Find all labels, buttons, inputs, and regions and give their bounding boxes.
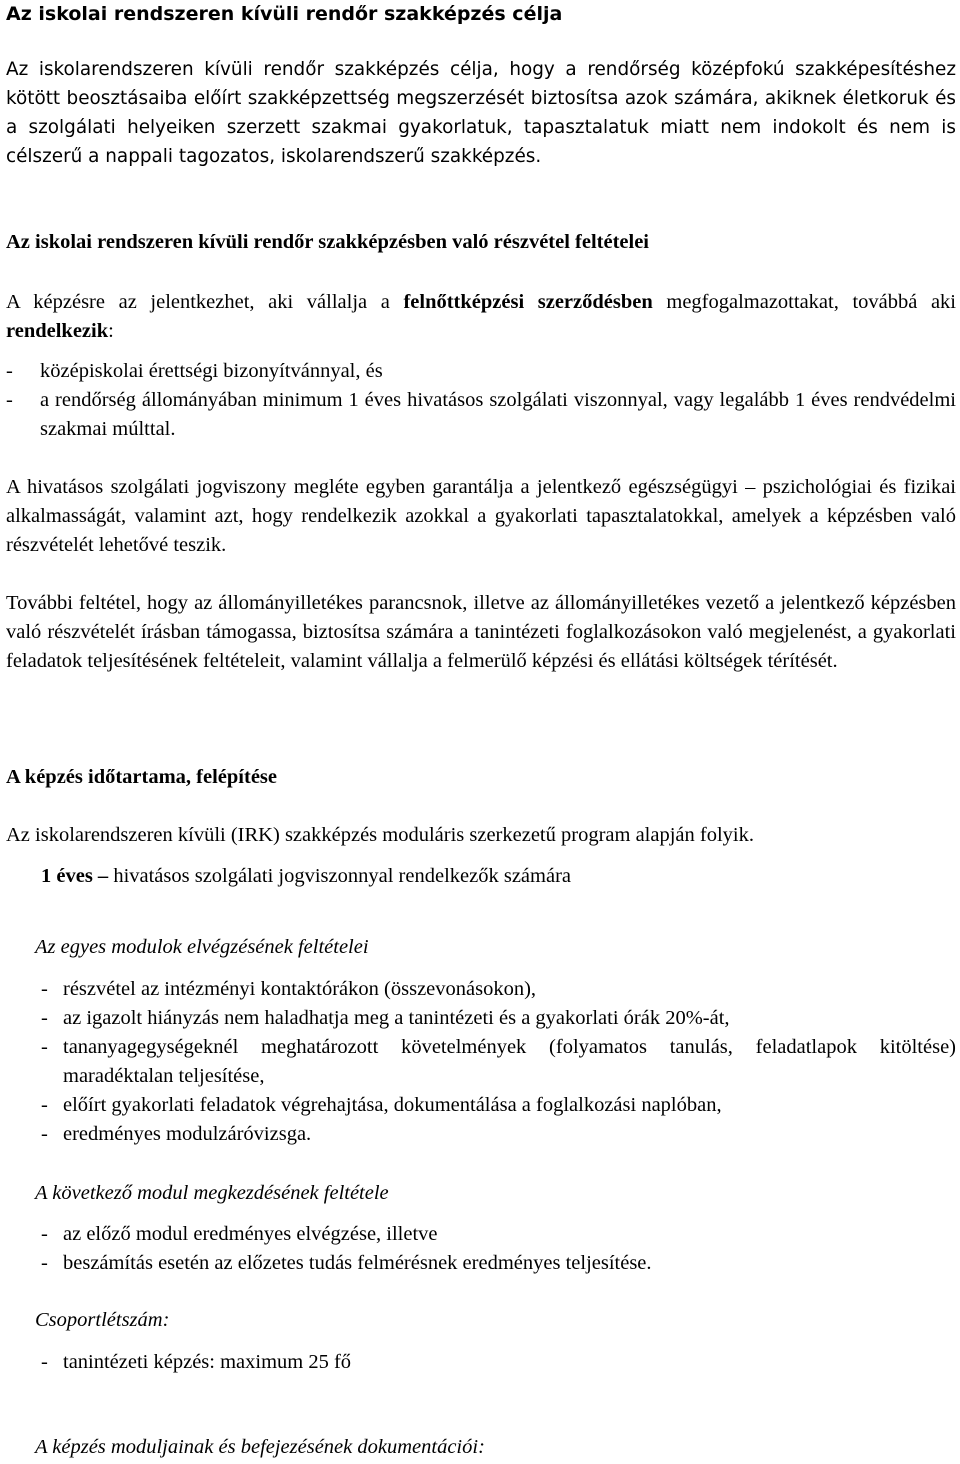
module-conditions-list [41, 975, 956, 1149]
group-size-list [41, 1348, 956, 1377]
list-item [41, 1033, 956, 1091]
list-item [41, 1249, 956, 1278]
heading-documentation: A képzés moduljainak és befejezésének dokumentációi: [35, 1436, 485, 1458]
list-item [6, 386, 956, 444]
intro-text-2: megfogalmazottakat, továbbá aki [652, 291, 956, 313]
list-dash: - [41, 1094, 48, 1116]
list-dash: - [6, 389, 13, 411]
list-item [41, 975, 956, 1004]
paragraph-further-condition: További feltétel, hogy az állományilletékes parancsnok, illetve az állományilletékes vezető a jelentkező képzésben való részvételét írásban támogassa, biztosítsa számára a tanintézeti foglalkozásokon való megjelenést, a gyakorlati feladatok teljesítésének feltételeit, valamint vállalja a felmerülő képzési és ellátási költségek térítését. [6, 592, 956, 672]
list-item-text-wrap [6, 386, 956, 444]
intro-bold-contract: felnőttképzési szerződésben [403, 291, 653, 313]
heading-module-conditions: Az egyes modulok elvégzésének feltételei [35, 936, 369, 958]
list-item [6, 357, 956, 386]
heading-group-size: Csoportlétszám: [35, 1309, 170, 1331]
paragraph-health-guarantee: A hivatásos szolgálati jogviszony megléte egyben garantálja a jelentkező egészségügyi – pszichológiai és fizikai alkalmasságát, valamint azt, hogy rendelkezik azokkal a gyakorlati tapasztalatokkal, amelyek a képzésben való részvételét lehetővé teszik. [6, 476, 956, 556]
next-module-list [41, 1220, 956, 1278]
list-dash: - [41, 1351, 48, 1373]
list-item [41, 1348, 956, 1377]
list-item [41, 1004, 956, 1033]
heading-participation-conditions: Az iskolai rendszeren kívüli rendőr szakképzésben való részvétel feltételei [6, 231, 650, 253]
list-item-text: az igazolt hiányzás nem haladhatja meg a tanintézeti és a gyakorlati órák 20%-át, [63, 1007, 730, 1029]
duration-bold: 1 éves – [41, 865, 109, 887]
list-dash: - [41, 1036, 48, 1058]
list-item-text: tanintézeti képzés: maximum 25 fő [63, 1351, 352, 1373]
list-dash: - [41, 978, 48, 1000]
list-item [41, 1120, 956, 1149]
list-item-text: az előző modul eredményes elvégzése, illetve [63, 1223, 438, 1245]
list-item-text: eredményes modulzáróvizsga. [63, 1123, 312, 1145]
list-item [41, 1091, 956, 1120]
list-item-text: középiskolai érettségi bizonyítvánnyal, és [40, 360, 383, 382]
heading-next-module-condition: A következő modul megkezdésének feltétele [35, 1182, 389, 1204]
heading-duration-structure: A képzés időtartama, felépítése [6, 766, 277, 788]
duration-text: hivatásos szolgálati jogviszonnyal rendelkezők számára [108, 865, 571, 887]
intro-text-3: : [108, 320, 114, 342]
list-item [41, 1220, 956, 1249]
list-item-text: előírt gyakorlati feladatok végrehajtása, dokumentálása a foglalkozási naplóban, [63, 1094, 722, 1116]
list-dash: - [41, 1223, 48, 1245]
intro-bold-has: rendelkezik [6, 320, 109, 342]
list-item-text: tananyagegységeknél meghatározott követelmények (folyamatos tanulás, feladatlapok kitöltése) maradéktalan teljesítése, [63, 1036, 956, 1087]
participation-requirements-list [6, 357, 956, 444]
list-item-text: részvétel az intézményi kontaktórákon (összevonásokon), [63, 978, 537, 1000]
paragraph-duration [41, 862, 956, 891]
intro-text-1: A képzésre az jelentkezhet, aki vállalja a [6, 291, 404, 313]
paragraph-modular-program: Az iskolarendszeren kívüli (IRK) szakképzés moduláris szerkezetű program alapján folyik. [6, 824, 754, 846]
list-dash: - [6, 360, 13, 382]
list-dash: - [41, 1007, 48, 1029]
list-item-text: a rendőrség állományában minimum 1 éves hivatásos szolgálati viszonnyal, vagy legalább 1 éves rendvédelmi szakmai múlttal. [40, 389, 956, 440]
list-dash: - [41, 1252, 48, 1274]
list-item-text: beszámítás esetén az előzetes tudás felmérésnek eredményes teljesítése. [63, 1252, 652, 1274]
paragraph-training-goal: Az iskolarendszeren kívüli rendőr szakképzés célja, hogy a rendőrség középfokú szakképesítéshez kötött beosztásaiba előírt szakképzettség megszerzését biztosítsa azok számára, akiknek életkoruk és a szolgálati helyeiken szerzett szakmai gyakorlatuk, tapasztalatuk miatt nem indokolt és nem is célszerű a nappali tagozatos, iskolarendszerű szakképzés. [6, 59, 956, 167]
paragraph-participation-intro [6, 288, 956, 346]
heading-training-goal: Az iskolai rendszeren kívüli rendőr szakképzés célja [6, 3, 563, 25]
list-dash: - [41, 1123, 48, 1145]
